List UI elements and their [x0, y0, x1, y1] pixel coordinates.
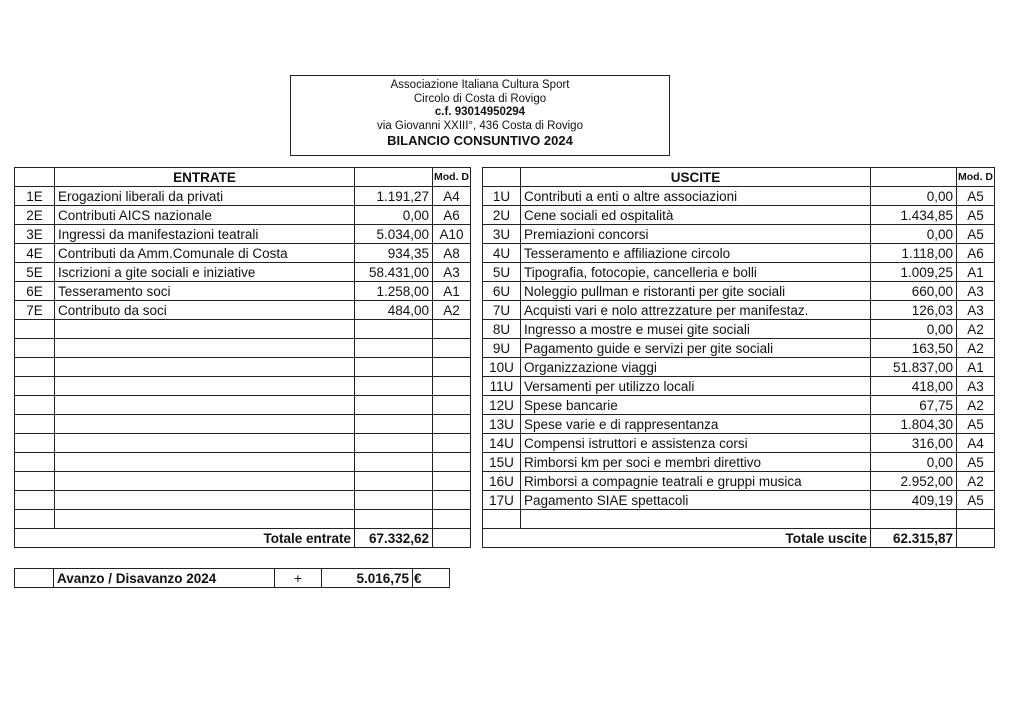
uscite-body — [483, 187, 995, 548]
uscite-row-description: Pagamento SIAE spettacoli — [521, 491, 871, 510]
entrate-row-code — [15, 415, 55, 434]
entrate-code-header — [15, 168, 55, 187]
avanzo-row — [15, 569, 450, 588]
entrate-row-description: Contributo da soci — [55, 301, 355, 320]
entrate-row-code — [15, 320, 55, 339]
entrate-table-row — [15, 244, 471, 263]
entrate-row-mod — [433, 396, 471, 415]
uscite-table-row — [483, 358, 995, 377]
entrate-spacer-cell — [433, 510, 471, 529]
uscite-table-row — [483, 282, 995, 301]
uscite-row-mod: A2 — [957, 339, 995, 358]
entrate-row-amount: 484,00 — [355, 301, 433, 320]
entrate-row-mod: A3 — [433, 263, 471, 282]
uscite-row-amount: 1.118,00 — [871, 244, 957, 263]
entrate-row-description — [55, 415, 355, 434]
entrate-table-row — [15, 282, 471, 301]
uscite-row-amount: 0,00 — [871, 320, 957, 339]
entrate-row-amount: 0,00 — [355, 206, 433, 225]
uscite-row-mod: A5 — [957, 415, 995, 434]
entrate-row-code — [15, 377, 55, 396]
entrate-row-mod — [433, 358, 471, 377]
association-name: Associazione Italiana Cultura Sport — [390, 79, 570, 91]
entrate-row-description: Contributi AICS nazionale — [55, 206, 355, 225]
entrate-total-row — [15, 529, 471, 548]
entrate-total-mod-cell — [433, 529, 471, 548]
entrate-row-amount: 58.431,00 — [355, 263, 433, 282]
entrate-row-mod — [433, 415, 471, 434]
entrate-row-description — [55, 339, 355, 358]
entrate-row-mod: A4 — [433, 187, 471, 206]
entrate-row-amount — [355, 358, 433, 377]
uscite-row-description: Acquisti vari e nolo attrezzature per manifestaz. — [521, 301, 871, 320]
uscite-row-amount: 163,50 — [871, 339, 957, 358]
uscite-row-description: Tipografia, fotocopie, cancelleria e bolli — [521, 263, 871, 282]
entrate-table-row — [15, 225, 471, 244]
uscite-table-row — [483, 339, 995, 358]
uscite-row-amount: 0,00 — [871, 225, 957, 244]
uscite-row-code: 9U — [483, 339, 521, 358]
entrate-row-description — [55, 472, 355, 491]
uscite-row-code: 1U — [483, 187, 521, 206]
entrate-spacer-cell — [15, 510, 55, 529]
entrate-row-amount — [355, 415, 433, 434]
uscite-total-label: Totale uscite — [483, 529, 871, 548]
uscite-row-mod: A1 — [957, 358, 995, 377]
uscite-row-description: Spese bancarie — [521, 396, 871, 415]
entrate-row-description: Erogazioni liberali da privati — [55, 187, 355, 206]
entrate-row-description — [55, 358, 355, 377]
uscite-row-mod: A5 — [957, 206, 995, 225]
entrate-row-code — [15, 396, 55, 415]
entrate-row-code — [15, 491, 55, 510]
entrate-row-mod — [433, 320, 471, 339]
entrate-table-row — [15, 339, 471, 358]
uscite-table-row — [483, 301, 995, 320]
entrate-spacer-cell — [355, 510, 433, 529]
uscite-row-amount: 51.837,00 — [871, 358, 957, 377]
entrate-table-row — [15, 301, 471, 320]
uscite-row-code: 12U — [483, 396, 521, 415]
uscite-row-amount: 2.952,00 — [871, 472, 957, 491]
uscite-row-code: 7U — [483, 301, 521, 320]
uscite-row-amount: 418,00 — [871, 377, 957, 396]
uscite-row-code: 6U — [483, 282, 521, 301]
entrate-row-amount — [355, 472, 433, 491]
uscite-row-description: Spese varie e di rappresentanza — [521, 415, 871, 434]
entrate-table-row — [15, 320, 471, 339]
entrate-row-description — [55, 396, 355, 415]
uscite-spacer-row — [483, 510, 995, 529]
uscite-table-row — [483, 377, 995, 396]
entrate-table-row — [15, 415, 471, 434]
uscite-table-row — [483, 225, 995, 244]
entrate-row-amount — [355, 339, 433, 358]
entrate-row-description — [55, 434, 355, 453]
entrate-row-code: 3E — [15, 225, 55, 244]
uscite-total-row — [483, 529, 995, 548]
uscite-total-mod-cell — [957, 529, 995, 548]
uscite-table-row — [483, 491, 995, 510]
entrate-row-mod: A8 — [433, 244, 471, 263]
uscite-row-code: 14U — [483, 434, 521, 453]
entrate-row-description — [55, 491, 355, 510]
uscite-header-row — [483, 168, 995, 187]
uscite-row-amount: 0,00 — [871, 453, 957, 472]
uscite-row-amount: 67,75 — [871, 396, 957, 415]
entrate-table-row — [15, 453, 471, 472]
entrate-table-row — [15, 377, 471, 396]
entrate-row-amount: 934,35 — [355, 244, 433, 263]
fiscal-code: c.f. 93014950294 — [434, 106, 526, 118]
entrate-row-code — [15, 358, 55, 377]
uscite-row-code: 17U — [483, 491, 521, 510]
entrate-row-mod — [433, 491, 471, 510]
entrate-table-row — [15, 263, 471, 282]
uscite-table-row — [483, 244, 995, 263]
uscite-row-code: 2U — [483, 206, 521, 225]
entrate-row-code: 6E — [15, 282, 55, 301]
uscite-table-row — [483, 396, 995, 415]
avanzo-table — [14, 568, 450, 588]
uscite-row-description: Contributi a enti o altre associazioni — [521, 187, 871, 206]
entrate-row-code — [15, 472, 55, 491]
uscite-row-code: 13U — [483, 415, 521, 434]
uscite-row-description: Cene sociali ed ospitalità — [521, 206, 871, 225]
uscite-row-mod: A5 — [957, 491, 995, 510]
uscite-row-description: Compensi istruttori e assistenza corsi — [521, 434, 871, 453]
uscite-spacer-cell — [871, 510, 957, 529]
uscite-row-code: 11U — [483, 377, 521, 396]
entrate-total-amount: 67.332,62 — [355, 529, 433, 548]
uscite-row-description: Versamenti per utilizzo locali — [521, 377, 871, 396]
entrate-row-code: 1E — [15, 187, 55, 206]
uscite-row-mod: A2 — [957, 320, 995, 339]
entrate-row-description: Iscrizioni a gite sociali e iniziative — [55, 263, 355, 282]
uscite-row-amount: 1.009,25 — [871, 263, 957, 282]
uscite-row-description: Premiazioni concorsi — [521, 225, 871, 244]
entrate-row-amount — [355, 396, 433, 415]
uscite-row-amount: 1.804,30 — [871, 415, 957, 434]
uscite-row-mod: A1 — [957, 263, 995, 282]
avanzo-currency: € — [413, 569, 450, 588]
uscite-row-mod: A6 — [957, 244, 995, 263]
uscite-row-mod: A3 — [957, 282, 995, 301]
uscite-table-row — [483, 415, 995, 434]
entrate-row-mod — [433, 339, 471, 358]
uscite-row-mod: A4 — [957, 434, 995, 453]
entrate-row-amount — [355, 320, 433, 339]
entrate-table-row — [15, 472, 471, 491]
uscite-row-description: Noleggio pullman e ristoranti per gite sociali — [521, 282, 871, 301]
uscite-row-amount: 0,00 — [871, 187, 957, 206]
uscite-row-description: Ingresso a mostre e musei gite sociali — [521, 320, 871, 339]
entrate-spacer-row — [15, 510, 471, 529]
entrate-row-amount — [355, 491, 433, 510]
uscite-total-amount: 62.315,87 — [871, 529, 957, 548]
avanzo-label: Avanzo / Disavanzo 2024 — [54, 569, 275, 588]
entrate-row-mod: A6 — [433, 206, 471, 225]
entrate-row-code: 2E — [15, 206, 55, 225]
entrate-row-amount: 1.191,27 — [355, 187, 433, 206]
entrate-table-row — [15, 358, 471, 377]
entrate-amount-header — [355, 168, 433, 187]
uscite-row-mod: A3 — [957, 301, 995, 320]
entrate-table — [14, 167, 471, 548]
entrate-row-mod: A1 — [433, 282, 471, 301]
uscite-row-amount: 660,00 — [871, 282, 957, 301]
uscite-heading: USCITE — [521, 168, 871, 187]
uscite-row-description: Tesseramento e affiliazione circolo — [521, 244, 871, 263]
uscite-table — [482, 167, 995, 548]
entrate-row-code — [15, 339, 55, 358]
uscite-table-row — [483, 434, 995, 453]
uscite-row-amount: 316,00 — [871, 434, 957, 453]
uscite-row-description: Organizzazione viaggi — [521, 358, 871, 377]
uscite-spacer-cell — [521, 510, 871, 529]
entrate-row-code: 5E — [15, 263, 55, 282]
uscite-row-mod: A5 — [957, 225, 995, 244]
entrate-table-row — [15, 434, 471, 453]
page-title: BILANCIO CONSUNTIVO 2024 — [387, 133, 573, 148]
entrate-row-mod — [433, 453, 471, 472]
avanzo-amount: 5.016,75 — [322, 569, 413, 588]
uscite-table-row — [483, 206, 995, 225]
entrate-row-amount — [355, 377, 433, 396]
uscite-row-description: Rimborsi a compagnie teatrali e gruppi musica — [521, 472, 871, 491]
entrate-heading: ENTRATE — [55, 168, 355, 187]
avanzo-empty-cell — [15, 569, 54, 588]
entrate-total-label: Totale entrate — [15, 529, 355, 548]
uscite-row-code: 8U — [483, 320, 521, 339]
entrate-spacer-cell — [55, 510, 355, 529]
uscite-row-amount: 126,03 — [871, 301, 957, 320]
entrate-row-description: Tesseramento soci — [55, 282, 355, 301]
uscite-row-mod: A5 — [957, 453, 995, 472]
uscite-row-code: 3U — [483, 225, 521, 244]
uscite-row-mod: A3 — [957, 377, 995, 396]
entrate-row-code — [15, 434, 55, 453]
uscite-table-row — [483, 320, 995, 339]
entrate-header-row — [15, 168, 471, 187]
entrate-row-mod: A2 — [433, 301, 471, 320]
entrate-row-code: 7E — [15, 301, 55, 320]
uscite-row-amount: 1.434,85 — [871, 206, 957, 225]
uscite-row-mod: A5 — [957, 187, 995, 206]
uscite-row-mod: A2 — [957, 396, 995, 415]
entrate-mod-heading: Mod. D — [433, 168, 471, 187]
uscite-row-amount: 409,19 — [871, 491, 957, 510]
uscite-table-row — [483, 453, 995, 472]
entrate-row-description — [55, 377, 355, 396]
uscite-row-code: 10U — [483, 358, 521, 377]
uscite-mod-heading: Mod. D — [957, 168, 995, 187]
uscite-code-header — [483, 168, 521, 187]
uscite-table-row — [483, 263, 995, 282]
entrate-row-mod: A10 — [433, 225, 471, 244]
entrate-row-amount — [355, 434, 433, 453]
uscite-table-row — [483, 187, 995, 206]
entrate-table-row — [15, 206, 471, 225]
entrate-row-mod — [433, 434, 471, 453]
entrate-row-code — [15, 453, 55, 472]
entrate-table-row — [15, 396, 471, 415]
uscite-row-code: 16U — [483, 472, 521, 491]
header-box — [290, 75, 670, 156]
uscite-row-description: Pagamento guide e servizi per gite sociali — [521, 339, 871, 358]
address: via Giovanni XXIII°, 436 Costa di Rovigo — [377, 119, 583, 132]
entrate-row-mod — [433, 377, 471, 396]
entrate-row-mod — [433, 472, 471, 491]
entrate-table-row — [15, 187, 471, 206]
entrate-row-code: 4E — [15, 244, 55, 263]
uscite-table-row — [483, 472, 995, 491]
uscite-spacer-cell — [957, 510, 995, 529]
circle-name: Circolo di Costa di Rovigo — [413, 92, 547, 105]
uscite-row-mod: A2 — [957, 472, 995, 491]
entrate-row-description — [55, 320, 355, 339]
entrate-row-description — [55, 453, 355, 472]
entrate-row-description: Contributi da Amm.Comunale di Costa — [55, 244, 355, 263]
uscite-row-code: 5U — [483, 263, 521, 282]
uscite-spacer-cell — [483, 510, 521, 529]
entrate-row-description: Ingressi da manifestazioni teatrali — [55, 225, 355, 244]
entrate-row-amount: 1.258,00 — [355, 282, 433, 301]
uscite-amount-header — [871, 168, 957, 187]
uscite-row-description: Rimborsi km per soci e membri direttivo — [521, 453, 871, 472]
entrate-body — [15, 187, 471, 548]
uscite-row-code: 4U — [483, 244, 521, 263]
entrate-row-amount: 5.034,00 — [355, 225, 433, 244]
entrate-table-row — [15, 491, 471, 510]
avanzo-sign: + — [275, 569, 322, 588]
uscite-row-code: 15U — [483, 453, 521, 472]
entrate-row-amount — [355, 453, 433, 472]
